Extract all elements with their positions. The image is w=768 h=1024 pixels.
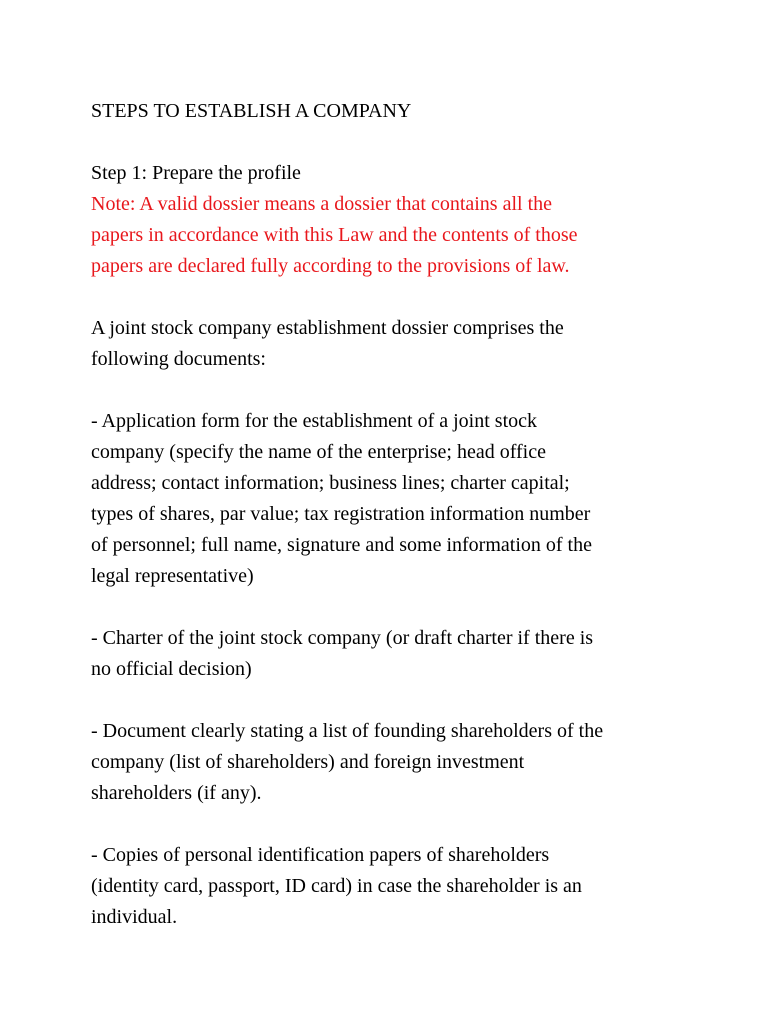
list-item-line: company (specify the name of the enterprise; head office [91,441,546,463]
note-paragraph [91,189,691,282]
list-item-line: - Copies of personal identification papers of shareholders [91,844,550,866]
spacer [91,809,691,840]
list-item-line: (identity card, passport, ID card) in case the shareholder is an [91,875,582,897]
list-item-identification-papers [91,840,691,933]
spacer [91,282,691,313]
list-item-line: shareholders (if any). [91,782,262,804]
spacer [91,685,691,716]
intro-paragraph [91,313,691,375]
document-page [91,96,691,933]
list-item-line: legal representative) [91,565,254,587]
note-line: Note: A valid dossier means a dossier that contains all the [91,193,553,215]
list-item-line: - Charter of the joint stock company (or draft charter if there is [91,627,594,649]
intro-line: following documents: [91,348,266,370]
note-line: papers in accordance with this Law and the contents of those [91,224,578,246]
list-item-line: address; contact information; business lines; charter capital; [91,472,570,494]
list-item-application-form [91,406,691,592]
intro-line: A joint stock company establishment dossier comprises the [91,317,564,339]
list-item-shareholders-list [91,716,691,809]
list-item-line: - Document clearly stating a list of founding shareholders of the [91,720,604,742]
list-item-line: no official decision) [91,658,252,680]
list-item-line: individual. [91,906,178,928]
list-item-line: types of shares, par value; tax registration information number [91,503,591,525]
note-line: papers are declared fully according to the provisions of law. [91,255,570,277]
list-item-line: company (list of shareholders) and foreign investment [91,751,525,773]
document-title: STEPS TO ESTABLISH A COMPANY [91,100,412,122]
spacer [91,375,691,406]
list-item-charter [91,623,691,685]
spacer [91,592,691,623]
spacer [91,127,691,158]
list-item-line: - Application form for the establishment of a joint stock [91,410,538,432]
step-heading: Step 1: Prepare the profile [91,162,301,184]
list-item-line: of personnel; full name, signature and some information of the [91,534,592,556]
